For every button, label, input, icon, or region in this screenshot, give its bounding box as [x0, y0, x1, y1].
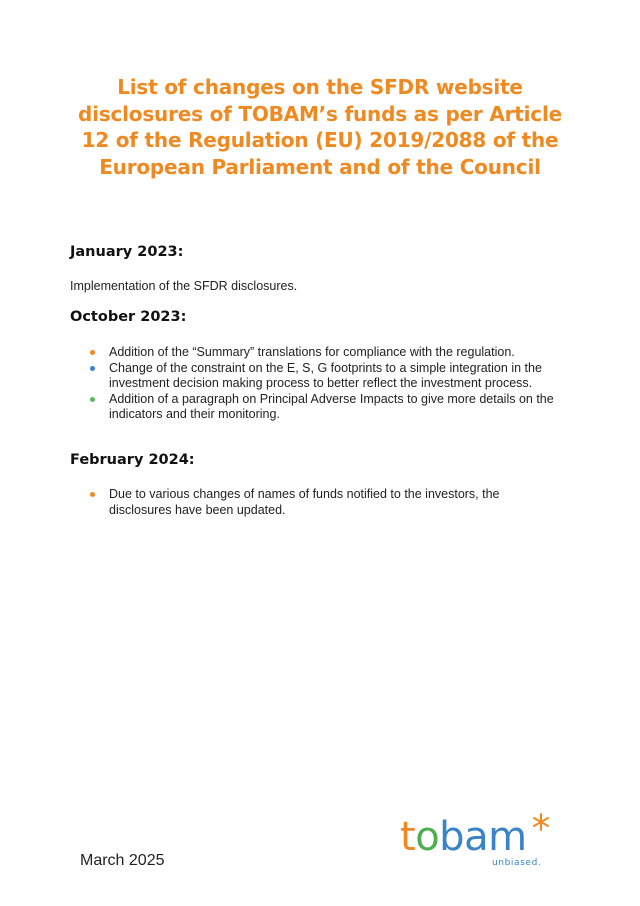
- title-line-1: List of changes on the SFDR website: [117, 75, 523, 99]
- list-item-text: Change of the constraint on the E, S, G footprints to a simple integration in the investment decision making process to better reflect the investment process.: [109, 360, 542, 390]
- orange-bullet-icon: [90, 350, 95, 355]
- logo-letter-a: a: [464, 814, 489, 860]
- october-2023-bullet-list: [90, 345, 560, 423]
- logo-letter-o: o: [415, 814, 440, 860]
- section-heading-january-2023: January 2023:: [70, 244, 184, 260]
- title-line-4: European Parliament and of the Council: [99, 154, 541, 179]
- list-item-text: Due to various changes of names of funds notified to the investors, the disclosures have been updated.: [109, 487, 500, 517]
- green-bullet-icon: [90, 397, 95, 402]
- february-2024-bullet-list: [90, 487, 560, 518]
- asterisk-icon: [531, 812, 551, 832]
- logo-letter-t: t: [400, 814, 416, 860]
- tobam-logo: [400, 815, 570, 875]
- list-item-text: Addition of a paragraph on Principal Adverse Impacts to give more details on the indicators and their monitoring.: [109, 391, 554, 421]
- logo-tagline: unbiased.: [492, 858, 542, 868]
- section-heading-october-2023: October 2023:: [70, 309, 187, 325]
- orange-bullet-icon: [90, 492, 95, 497]
- footer-date: March 2025: [80, 852, 165, 869]
- list-item: [90, 361, 560, 392]
- title-line-2: disclosures of TOBAM’s funds as per Article: [78, 101, 562, 126]
- document-title: [60, 74, 580, 180]
- title-line-3: 12 of the Regulation (EU) 2019/2088 of the: [81, 128, 559, 152]
- logo-letter-m: m: [488, 814, 527, 860]
- logo-letter-b: b: [439, 814, 465, 860]
- list-item: [90, 345, 560, 361]
- section-text-january-2023: Implementation of the SFDR disclosures.: [70, 279, 298, 293]
- list-item: [90, 392, 560, 423]
- list-item: [90, 487, 560, 518]
- section-heading-february-2024: February 2024:: [70, 452, 195, 468]
- blue-bullet-icon: [90, 366, 95, 371]
- list-item-text: Addition of the “Summary” translations for compliance with the regulation.: [109, 345, 515, 359]
- logo-wordmark: [400, 815, 527, 859]
